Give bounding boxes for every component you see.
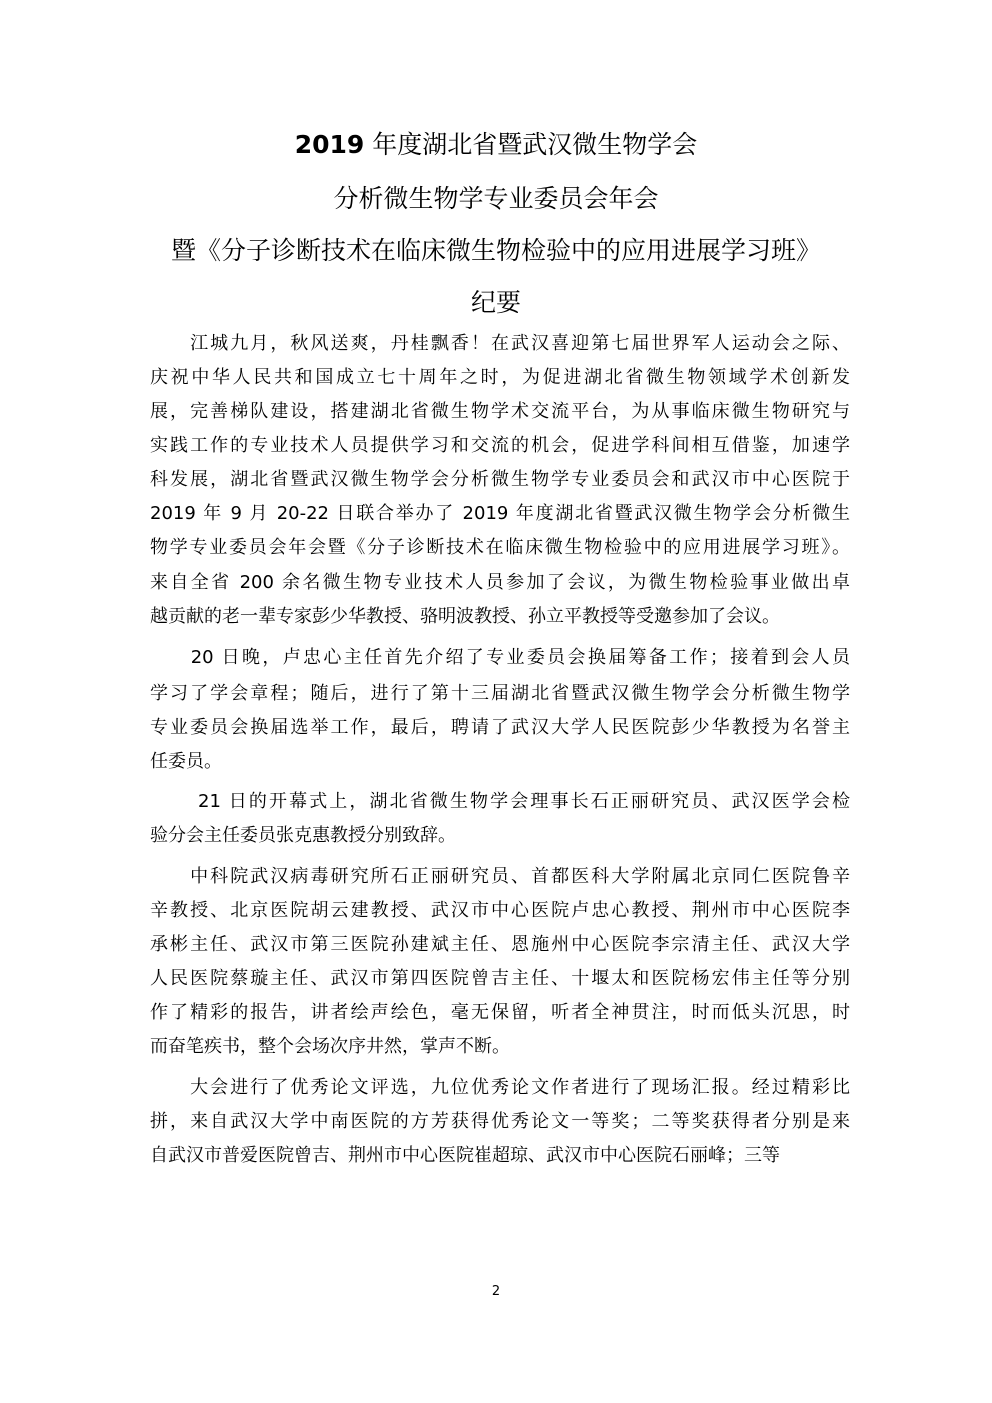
body-line: 2019 年 9 月 20-22 日联合举办了 2019 年度湖北省暨武汉微生物学会分析微生 [150, 503, 850, 524]
body-line: 庆祝中华人民共和国成立七十周年之时，为促进湖北省微生物领域学术创新发 [150, 367, 850, 388]
body-line: 任委员。 [150, 751, 222, 772]
body-line: 大会进行了优秀论文评选，九位优秀论文作者进行了现场汇报。经过精彩比 [150, 1077, 850, 1098]
body-line: 专业委员会换届选举工作，最后，聘请了武汉大学人民医院彭少华教授为名誉主 [150, 717, 850, 738]
body-line: 21 日的开幕式上，湖北省微生物学会理事长石正丽研究员、武汉医学会检 [150, 791, 850, 812]
body-line: 辛教授、北京医院胡云建教授、武汉市中心医院卢忠心教授、荆州市中心医院李 [150, 900, 850, 921]
title-line-1 [0, 129, 992, 161]
body-line: 江城九月，秋风送爽，丹桂飘香！在武汉喜迎第七届世界军人运动会之际、 [150, 333, 850, 354]
body-line: 作了精彩的报告，讲者绘声绘色，毫无保留，听者全神贯注，时而低头沉思，时 [150, 1002, 850, 1023]
title-year: 2019 [294, 130, 365, 159]
body-line: 拼，来自武汉大学中南医院的方芳获得优秀论文一等奖；二等奖获得者分别是来 [150, 1111, 850, 1132]
body-line: 验分会主任委员张克惠教授分别致辞。 [150, 825, 456, 846]
title-line-2: 分析微生物学专业委员会年会 [333, 184, 659, 213]
title-line-3: 暨《分子诊断技术在临床微生物检验中的应用进展学习班》 [170, 236, 821, 265]
title-line-4: 纪要 [470, 288, 521, 317]
body-line: 20 日晚，卢忠心主任首先介绍了专业委员会换届筹备工作；接着到会人员 [150, 647, 850, 668]
body-line: 来自全省 200 余名微生物专业技术人员参加了会议，为微生物检验事业做出卓 [150, 572, 850, 593]
page-number: 2 [491, 1284, 501, 1299]
body-line: 物学专业委员会年会暨《分子诊断技术在临床微生物检验中的应用进展学习班》。 [150, 537, 850, 558]
body-line: 而奋笔疾书，整个会场次序井然，掌声不断。 [150, 1036, 510, 1057]
body-line: 人民医院蔡璇主任、武汉市第四医院曾吉主任、十堰太和医院杨宏伟主任等分别 [150, 968, 850, 989]
body-line: 科发展，湖北省暨武汉微生物学会分析微生物学专业委员会和武汉市中心医院于 [150, 469, 850, 490]
body-line: 中科院武汉病毒研究所石正丽研究员、首都医科大学附属北京同仁医院鲁辛 [150, 866, 850, 887]
body-line: 学习了学会章程；随后，进行了第十三届湖北省暨武汉微生物学会分析微生物学 [150, 683, 850, 704]
body-line: 自武汉市普爱医院曾吉、荆州市中心医院崔超琼、武汉市中心医院石丽峰；三等 [150, 1145, 780, 1166]
body-line: 展，完善梯队建设，搭建湖北省微生物学术交流平台，为从事临床微生物研究与 [150, 401, 850, 422]
body-line: 承彬主任、武汉市第三医院孙建斌主任、恩施州中心医院李宗清主任、武汉大学 [150, 934, 850, 955]
title-line-1-text: 年度湖北省暨武汉微生物学会 [364, 130, 698, 159]
body-line: 越贡献的老一辈专家彭少华教授、骆明波教授、孙立平教授等受邀参加了会议。 [150, 606, 780, 627]
body-line: 实践工作的专业技术人员提供学习和交流的机会，促进学科间相互借鉴，加速学 [150, 435, 850, 456]
